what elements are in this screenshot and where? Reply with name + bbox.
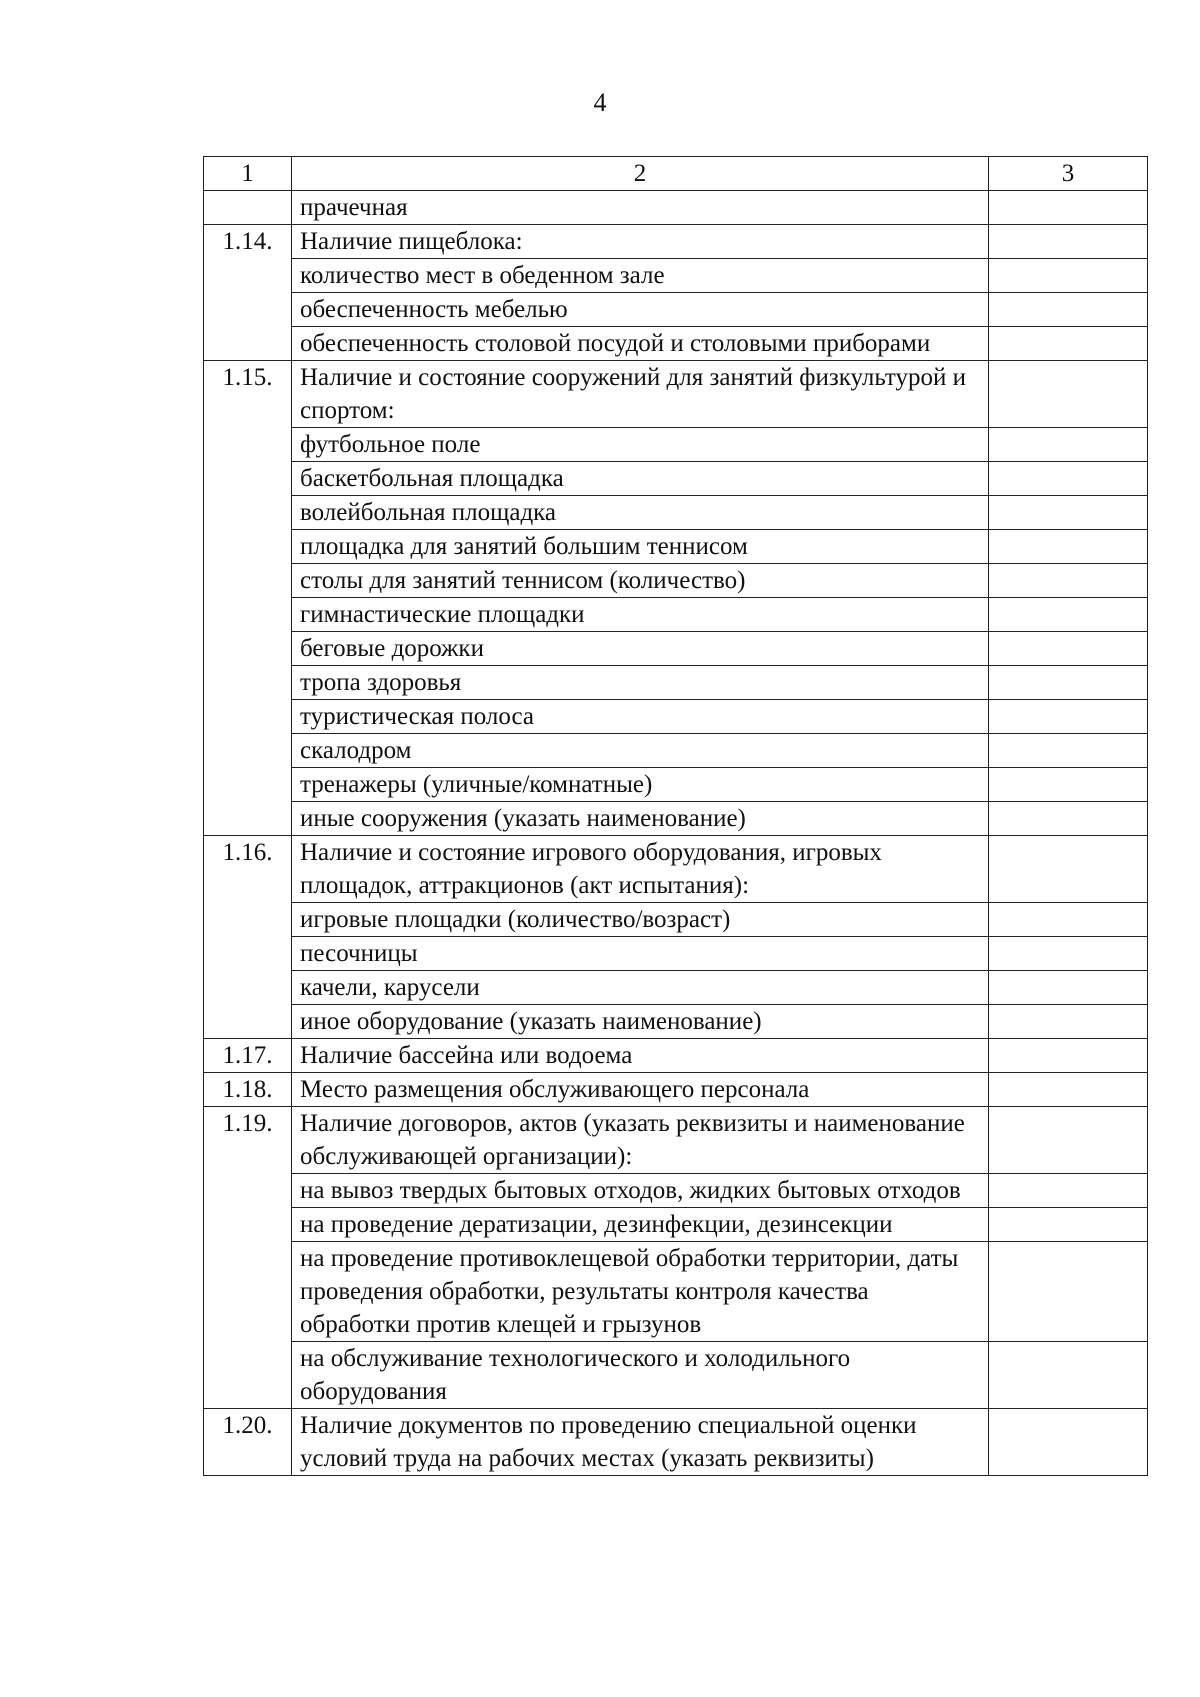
value-cell [989,903,1148,937]
value-cell [989,1409,1148,1476]
row-number: 1.20. [204,1409,292,1476]
row-text: Наличие и состояние игрового оборудования, игровых площадок, аттракционов (акт испытания): [292,836,989,903]
row-text: площадка для занятий большим теннисом [292,530,989,564]
value-cell [989,191,1148,225]
table-row [204,327,1148,361]
table-row [204,293,1148,327]
table-row [204,1174,1148,1208]
value-cell [989,1073,1148,1107]
table-row [204,700,1148,734]
row-number: 1.14. [204,225,292,361]
row-number: 1.17. [204,1039,292,1073]
row-text: на проведение противоклещевой обработки территории, даты проведения обработки, результаты контроля качества обработки против клещей и грызунов [292,1242,989,1342]
row-number: 1.18. [204,1073,292,1107]
row-number [204,191,292,225]
row-number: 1.16. [204,836,292,1039]
table-row [204,225,1148,259]
value-cell [989,1242,1148,1342]
header-cell-2: 2 [292,157,989,191]
table-row [204,598,1148,632]
row-text: Наличие пищеблока: [292,225,989,259]
row-text: обеспеченность мебелью [292,293,989,327]
value-cell [989,1005,1148,1039]
table-row [204,530,1148,564]
row-text: Наличие и состояние сооружений для занятий физкультурой и спортом: [292,361,989,428]
row-text: игровые площадки (количество/возраст) [292,903,989,937]
row-text: Наличие договоров, актов (указать реквизиты и наименование обслуживающей организации): [292,1107,989,1174]
value-cell [989,1342,1148,1409]
row-text: на проведение дератизации, дезинфекции, дезинсекции [292,1208,989,1242]
table-row [204,937,1148,971]
table-row [204,1039,1148,1073]
table-row [204,903,1148,937]
row-text: на вывоз твердых бытовых отходов, жидких бытовых отходов [292,1174,989,1208]
value-cell [989,564,1148,598]
row-text: столы для занятий теннисом (количество) [292,564,989,598]
row-number: 1.19. [204,1107,292,1409]
row-text: скалодром [292,734,989,768]
table-row [204,361,1148,428]
table-row [204,1342,1148,1409]
row-text: туристическая полоса [292,700,989,734]
row-text: футбольное поле [292,428,989,462]
value-cell [989,802,1148,836]
row-text: песочницы [292,937,989,971]
value-cell [989,293,1148,327]
row-number: 1.15. [204,361,292,836]
table-row [204,836,1148,903]
header-cell-3: 3 [989,157,1148,191]
table-row [204,666,1148,700]
table-row [204,191,1148,225]
row-text: на обслуживание технологического и холодильного оборудования [292,1342,989,1409]
row-text: волейбольная площадка [292,496,989,530]
table-row [204,1208,1148,1242]
row-text: количество мест в обеденном зале [292,259,989,293]
value-cell [989,259,1148,293]
table-row [204,802,1148,836]
row-text: обеспеченность столовой посудой и столовыми приборами [292,327,989,361]
value-cell [989,700,1148,734]
table-row [204,462,1148,496]
table-row [204,259,1148,293]
value-cell [989,1107,1148,1174]
value-cell [989,1174,1148,1208]
value-cell [989,225,1148,259]
table-row [204,564,1148,598]
row-text: тренажеры (уличные/комнатные) [292,768,989,802]
value-cell [989,734,1148,768]
row-text: тропа здоровья [292,666,989,700]
value-cell [989,666,1148,700]
header-cell-1: 1 [204,157,292,191]
value-cell [989,428,1148,462]
row-text: беговые дорожки [292,632,989,666]
value-cell [989,1208,1148,1242]
value-cell [989,496,1148,530]
table-row [204,632,1148,666]
table-row [204,1242,1148,1342]
table-row [204,1005,1148,1039]
row-text: гимнастические площадки [292,598,989,632]
value-cell [989,971,1148,1005]
inspection-table [203,156,1148,1476]
page-number: 4 [593,88,607,117]
table-row [204,1073,1148,1107]
table-row [204,496,1148,530]
value-cell [989,462,1148,496]
value-cell [989,598,1148,632]
table-row [204,428,1148,462]
row-text: Место размещения обслуживающего персонала [292,1073,989,1107]
value-cell [989,768,1148,802]
value-cell [989,1039,1148,1073]
table-row [204,734,1148,768]
value-cell [989,937,1148,971]
table-header-row [204,157,1148,191]
row-text: иное оборудование (указать наименование) [292,1005,989,1039]
row-text: прачечная [292,191,989,225]
row-text: иные сооружения (указать наименование) [292,802,989,836]
table-row [204,1107,1148,1174]
row-text: Наличие бассейна или водоема [292,1039,989,1073]
row-text: качели, карусели [292,971,989,1005]
row-text: баскетбольная площадка [292,462,989,496]
value-cell [989,327,1148,361]
row-text: Наличие документов по проведению специальной оценки условий труда на рабочих местах (указать реквизиты) [292,1409,989,1476]
table-row [204,768,1148,802]
value-cell [989,361,1148,428]
value-cell [989,632,1148,666]
value-cell [989,530,1148,564]
value-cell [989,836,1148,903]
table-row [204,971,1148,1005]
table-row [204,1409,1148,1476]
